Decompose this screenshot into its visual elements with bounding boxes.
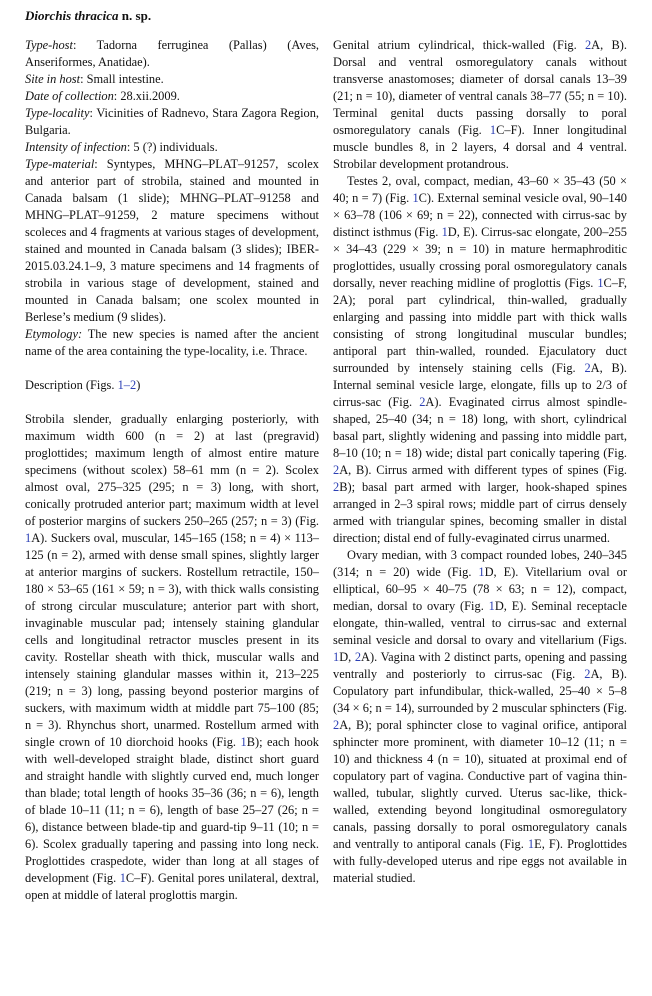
text-run: Testes 2, oval, compact, median, 43–60 × 35–43 (50 × 40; n = 7) (Fig. [333,174,627,205]
field-type-locality: Type-locality: Vicinities of Radnevo, Stara Zagora Region, Bulgaria. [25,106,319,137]
text-run: C–F). Genital pores unilateral, dextral, open at middle of lateral proglottis margin. [25,871,320,902]
field-value: : Syntypes, MHNG–PLAT–91257, scolex and anterior part of strobila, stained and mounted in Canada balsam (1 slide); MHNG–PLAT–91258 and MHNG–PLAT–91259, 2 mature specimens without scoleces and 4 fragments at various stages of development, stained and mounted in Canada balsam (3 slides); IBER-2015.03.24.1–9, 3 mature specimens and 14 fragments of strobila in various stage of development, stained and mounted in Canada balsam; one scolex mounted in Berlese’s medium (9 slides). [25,157,319,324]
figure-link[interactable]: 1 [441,225,448,239]
figure-link[interactable]: 1 [412,191,419,205]
field-value: : 28.xii.2009. [113,89,180,103]
figure-link[interactable]: 2 [419,395,426,409]
figure-link[interactable]: 1 [488,599,495,613]
figure-link[interactable]: 2 [584,38,592,52]
figure-link[interactable]: 2 [333,463,340,477]
text-run: A, B). Cirrus armed with different types of spines (Fig. [339,463,627,477]
text-run: A, B). Internal seminal vesicle large, elongate, fills up to 2/3 of cirrus-sac (Fig. [333,361,627,409]
description-heading: Description (Figs. 1–2) [25,378,141,392]
figure-link[interactable]: 1–2 [117,378,137,392]
field-type-material: Type-material: Syntypes, MHNG–PLAT–91257, scolex and anterior part of strobila, stained and mounted in Canada balsam (1 slide); MHNG–PLAT–91258 and MHNG–PLAT–91259, 2 mature specimens without scoleces and 4 fragments at various stages of development, stained and mounted in Canada balsam (3 slides); IBER-2015.03.24.1–9, 3 mature specimens and 14 fragments of strobila in various stage of development, stained and mounted in Canada balsam; one scolex mounted in Berlese’s medium (9 slides). [25,157,319,324]
figure-link[interactable]: 1 [527,837,535,851]
field-intensity: Intensity of infection: 5 (?) individuals. [25,140,218,154]
text-run: A, B); poral sphincter close to vaginal orifice, antiporal sphincter more prominent, with diameter 10–12 (11; n = 10) and thickness 4 (n = 10), situated at proximal end of copulatory part of vagina. Conductive part of vagina thin-walled, tubular, slightly curved. Uterus sac-like, thick-walled, extending beyond longitudinal osmoregulatory canals, passing dorsally to poral osmoregulatory canals and ventrally to antiporal canals (Fig. [333,718,627,851]
text-run: C–F). Inner longitudinal muscle bundles 8, in 2 layers, 4 dorsal and 4 ventral. Strobilar development protandrous. [333,123,627,171]
text-run: C–F, 2A); poral part cylindrical, thin-walled, gradually enlarging and passing into middle part with thick walls consisting of strong longitudinal muscular bundles; antiporal part thin-walled, rounded. Ejaculatory duct surrounded by intensely staining cells (Fig. [333,276,627,375]
taxonomic-fields [25,37,319,360]
text-run: Ovary median, with 3 compact rounded lobes, 240–345 (314; n = 20) wide (Fig. [333,548,627,579]
text-run: Strobila slender, gradually enlarging posteriorly, with maximum width 600 (n = 2) at last (pregravid) proglottides; maximum length of almost entire mature specimens (without scolex) 58–61 mm (n = 2). Scolex almost oval, 275–325 (295; n = 3) long, with short, conically protruded anterior part; maximum width at level of posterior margins of suckers 250–265 (257; n = 3) (Fig. [25,412,319,528]
figure-link[interactable]: 1 [597,276,604,290]
text-run: A). Vagina with 2 distinct parts, opening and passing ventrally and posteriorly to cirrus-sac (Fig. [333,650,627,681]
text-run: D, [339,650,355,664]
text-run: D, E). Seminal receptacle elongate, thin-walled, ventral to cirrus-sac and external seminal vesicle and dorsal to ovary and vitellarium (Figs. [333,599,627,647]
field-value: : Small intestine. [80,72,164,86]
text-run: B); each hook with well-developed straight blade, distinct short guard and straight handle with slightly curved end, much longer than blade; total length of hooks 35–36 (36; n = 6), length of blade 10–11 (11; n = 6), length of base 25–27 (26; n = 6), distance between blade-tip and guard-tip 9–11 (10; n = 6). Scolex gradually tapering and passing into long neck. Proglottides craspedote, wider than long at all stages of development (Fig. [25,735,319,885]
text-run: A). Suckers oval, muscular, 145–165 (158; n = 4) × 113–125 (n = 2), armed with dense small spines, slightly larger at anterior margins of suckers. Rostellum retractile, 150–180 × 53–65 (161 × 59; n = 3), with thick walls consisting of strong circular musculature; anterior part with short, invaginable muscular pad; intensely staining glandular cells and longitudinal retractor muscles present in its cavity. Rostellar sheath with thick, muscular walls and intensely staining glandular masses within it, 213–225 (219; n = 3) long, passing beyond posterior margins of suckers, with maximum width at middle part 75–100 (85; n = 3). Rhynchus short, unarmed. Rostellum armed with single crown of 10 diorchoid hooks (Fig. [25,531,319,749]
figure-link[interactable]: 1 [25,531,32,545]
text-run: D, E). Vitellarium oval or elliptical, 60–95 × 40–75 (78 × 63; n = 12), compact, median, dorsal to ovary (Fig. [333,565,627,613]
figure-link[interactable]: 1 [489,123,497,137]
figure-link[interactable]: 1 [240,735,247,749]
field-value: The new species is named after the ancient name of the area containing the type-locality, i.e. Thrace. [25,327,319,358]
figure-link[interactable]: 1 [478,565,485,579]
field-value: : Vicinities of Radnevo, Stara Zagora Region, Bulgaria. [25,106,319,137]
right-column [333,37,627,887]
text-run: Genital atrium cylindrical, thick-walled (Fig. [333,38,585,52]
field-date-of-collection: Date of collection: 28.xii.2009. [25,89,180,103]
female-organs-paragraph [333,547,627,887]
text-run: E, F). Proglottides with fully-developed uterus and ripe eggs not available in material studied. [333,837,627,885]
field-type-host: Type-host: Tadorna ferruginea (Pallas) (Aves, Anseriformes, Anatidae). [25,38,319,69]
genital-atrium-paragraph [333,37,627,173]
figure-link[interactable]: 1 [119,871,126,885]
description-paragraph [25,411,319,904]
text-run: A). Evaginated cirrus almost spindle-shaped, 25–40 (34; n = 18) long, with short, cylindrical basal part, slightly widening and passing into middle part, 8–10 (10; n = 18) wide; distal part conically tapering (Fig. [333,395,628,460]
text-run: A, B). Copulatory part infundibular, thick-walled, 25–40 × 5–8 (34 × 6; n = 14), surrounded by 2 muscular sphincters (Fig. [333,667,628,715]
text-run: A, B). Dorsal and ventral osmoregulatory canals without transverse anastomoses; diameter of dorsal canals 13–39 (21; n = 10), diameter of ventral canals 38–77 (55; n = 10). Terminal genital ducts passing dorsally to poral osmoregulatory canals (Fig. [333,38,627,137]
field-etymology: Etymology: The new species is named after the ancient name of the area containing the type-locality, i.e. Thrace. [25,327,319,358]
figure-link[interactable]: 2 [584,667,591,681]
field-value: : 5 (?) individuals. [126,140,218,154]
figure-link[interactable]: 2 [333,718,340,732]
figure-link[interactable]: 1 [333,650,340,664]
field-value: : Tadorna ferruginea (Pallas) (Aves, Anseriformes, Anatidae). [25,38,319,69]
species-suffix: n. sp. [118,8,152,23]
text-run: B); basal part armed with larger, hook-shaped spines arranged in 2–3 spiral rows; middle part of cirrus densely armed with triangular spines, becoming smaller in distal direction; distal end of fully-evaginated cirrus unarmed. [333,480,627,545]
left-column [25,37,319,904]
figure-link[interactable]: 2 [354,650,362,664]
male-organs-paragraph [333,173,627,547]
text-run: D, E). Cirrus-sac elongate, 200–255 × 34–43 (229 × 39; n = 10) in mature hermaphroditic proglottides, usually crossing poral osmoregulatory canals dorsally, never reaching midline of proglottis (Figs. [333,225,627,290]
figure-link[interactable]: 2 [333,480,340,494]
field-site-in-host: Site in host: Small intestine. [25,72,164,86]
species-title [25,8,151,24]
figure-link[interactable]: 2 [584,361,591,375]
text-run: C). External seminal vesicle oval, 90–140 × 63–78 (106 × 69; n = 22), connected with cirrus-sac by distinct isthmus (Fig. [333,191,627,239]
species-name: Diorchis thracica [25,8,119,23]
